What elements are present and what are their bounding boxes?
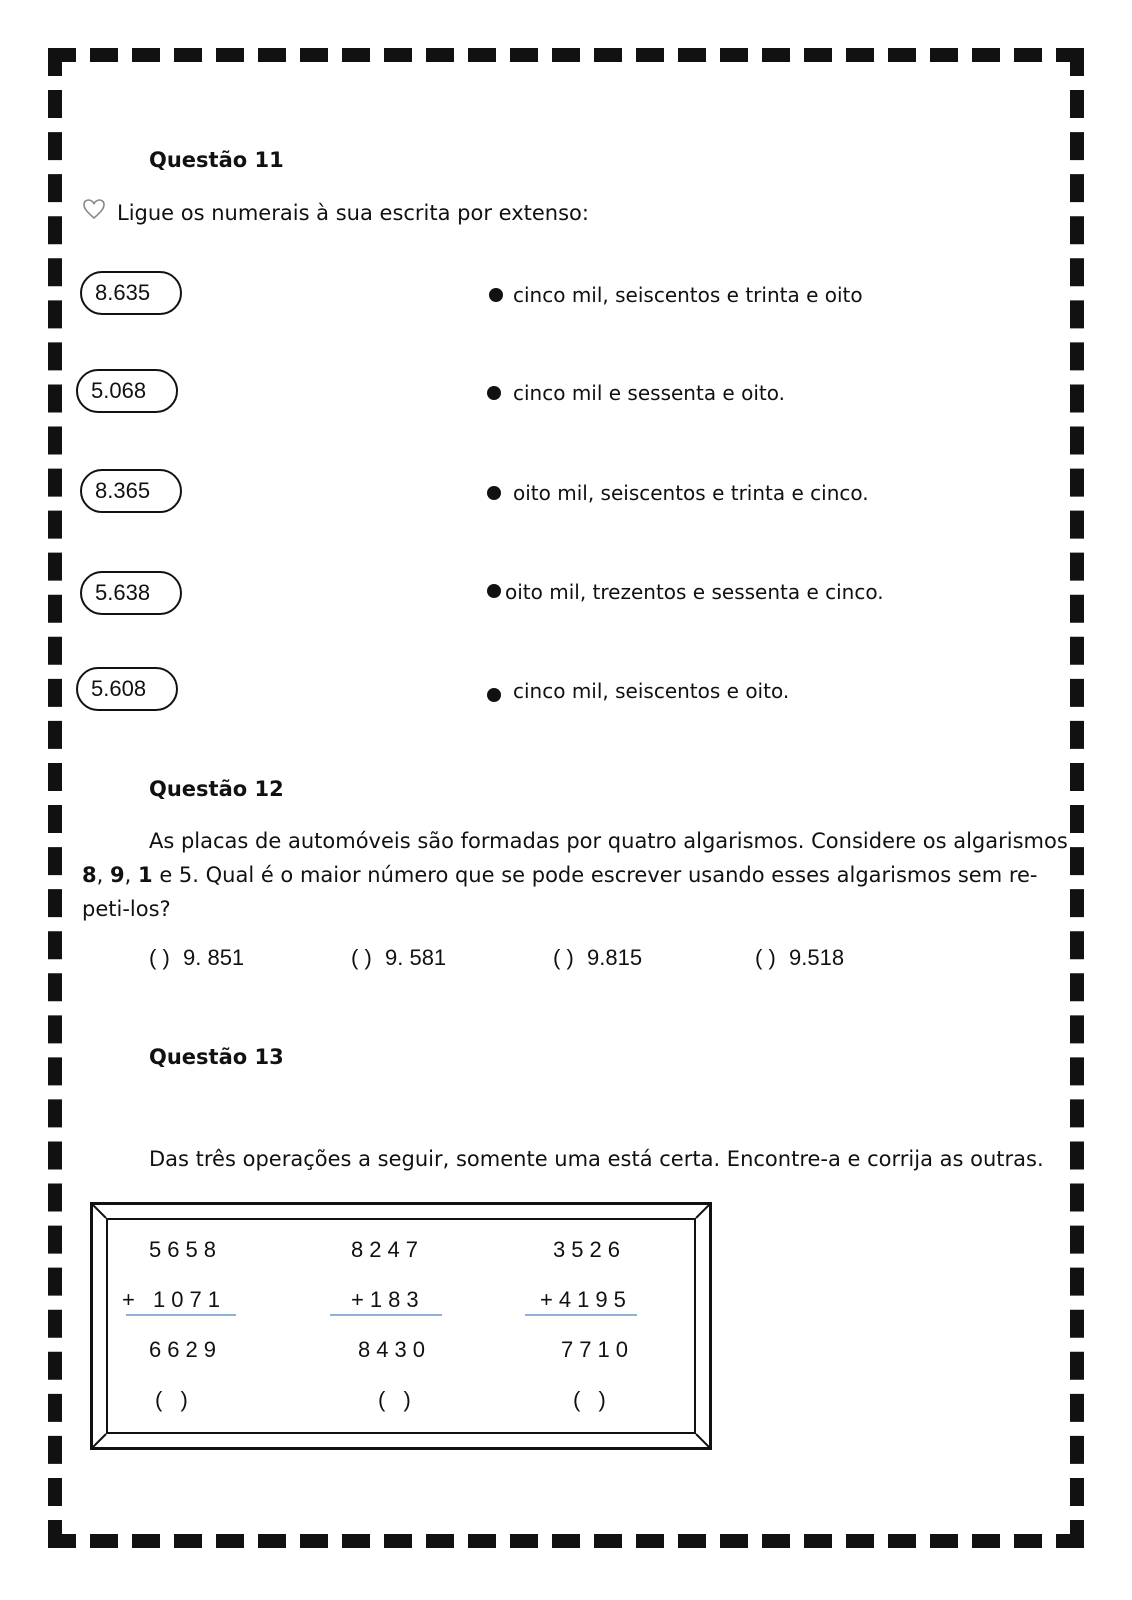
match-dot — [487, 584, 501, 598]
operation-2-addend: +183 — [351, 1287, 425, 1312]
question-11-instruction: Ligue os numerais à sua escrita por extenso: — [117, 201, 589, 225]
numeral-description: cinco mil, seiscentos e trinta e oito — [513, 283, 863, 307]
match-dot — [487, 386, 501, 400]
question-12-text-line-1: As placas de automóveis são formadas por quatro algarismos. Considere os algarismos — [149, 829, 1068, 853]
match-dot — [489, 288, 503, 302]
answer-option[interactable]: ( ) 9.815 — [553, 945, 643, 970]
answer-option[interactable]: ( ) 9.518 — [755, 945, 845, 970]
question-12-title: Questão 12 — [149, 777, 284, 801]
numeral-pill: 5.608 — [76, 667, 178, 711]
operation-2-check[interactable]: ( ) — [378, 1387, 417, 1412]
operation-2-rule — [330, 1314, 442, 1316]
question-11-title: Questão 11 — [149, 148, 284, 172]
digit-1: 1 — [138, 863, 153, 887]
operation-1-rule — [126, 1314, 236, 1316]
answer-checkbox[interactable]: ( ) — [553, 945, 574, 970]
operation-2-top: 8247 — [351, 1237, 424, 1262]
operation-1-top: 5658 — [149, 1237, 222, 1262]
numeral-pill: 5.068 — [76, 369, 178, 413]
operation-3-addend: +4195 — [540, 1287, 632, 1312]
operation-1-addend: + 1071 — [122, 1287, 226, 1312]
question-12-text-line-2: 8, 9, 1 e 5. Qual é o maior número que se pode escrever usando esses algarismos sem re- — [82, 863, 1038, 887]
digit-9: 9 — [110, 863, 125, 887]
numeral-description: cinco mil e sessenta e oito. — [513, 381, 785, 405]
heart-icon — [82, 198, 106, 220]
numeral-pill: 8.365 — [80, 469, 182, 513]
match-dot — [487, 688, 501, 702]
operation-1-check[interactable]: ( ) — [155, 1387, 194, 1412]
question-13-title: Questão 13 — [149, 1045, 284, 1069]
operation-3-top: 3526 — [553, 1237, 626, 1262]
answer-option[interactable]: ( ) 9. 851 — [149, 945, 245, 970]
answer-checkbox[interactable]: ( ) — [149, 945, 170, 970]
answer-option[interactable]: ( ) 9. 581 — [351, 945, 447, 970]
question-12-text-line-3: peti-los? — [82, 897, 171, 921]
question-13-instruction: Das três operações a seguir, somente uma está certa. Encontre-a e corrija as outras. — [149, 1147, 1044, 1171]
operation-3-result: 7710 — [561, 1337, 634, 1362]
numeral-description: oito mil, trezentos e sessenta e cinco. — [505, 580, 884, 604]
numeral-description: oito mil, seiscentos e trinta e cinco. — [513, 481, 869, 505]
numeral-pill: 5.638 — [80, 571, 182, 615]
operation-3-rule — [525, 1314, 637, 1316]
digit-8: 8 — [82, 863, 97, 887]
operation-3-check[interactable]: ( ) — [573, 1387, 612, 1412]
answer-checkbox[interactable]: ( ) — [755, 945, 776, 970]
operation-1-result: 6629 — [149, 1337, 222, 1362]
match-dot — [487, 486, 501, 500]
operation-2-result: 8430 — [358, 1337, 431, 1362]
numeral-description: cinco mil, seiscentos e oito. — [513, 679, 790, 703]
numeral-pill: 8.635 — [80, 271, 182, 315]
answer-checkbox[interactable]: ( ) — [351, 945, 372, 970]
